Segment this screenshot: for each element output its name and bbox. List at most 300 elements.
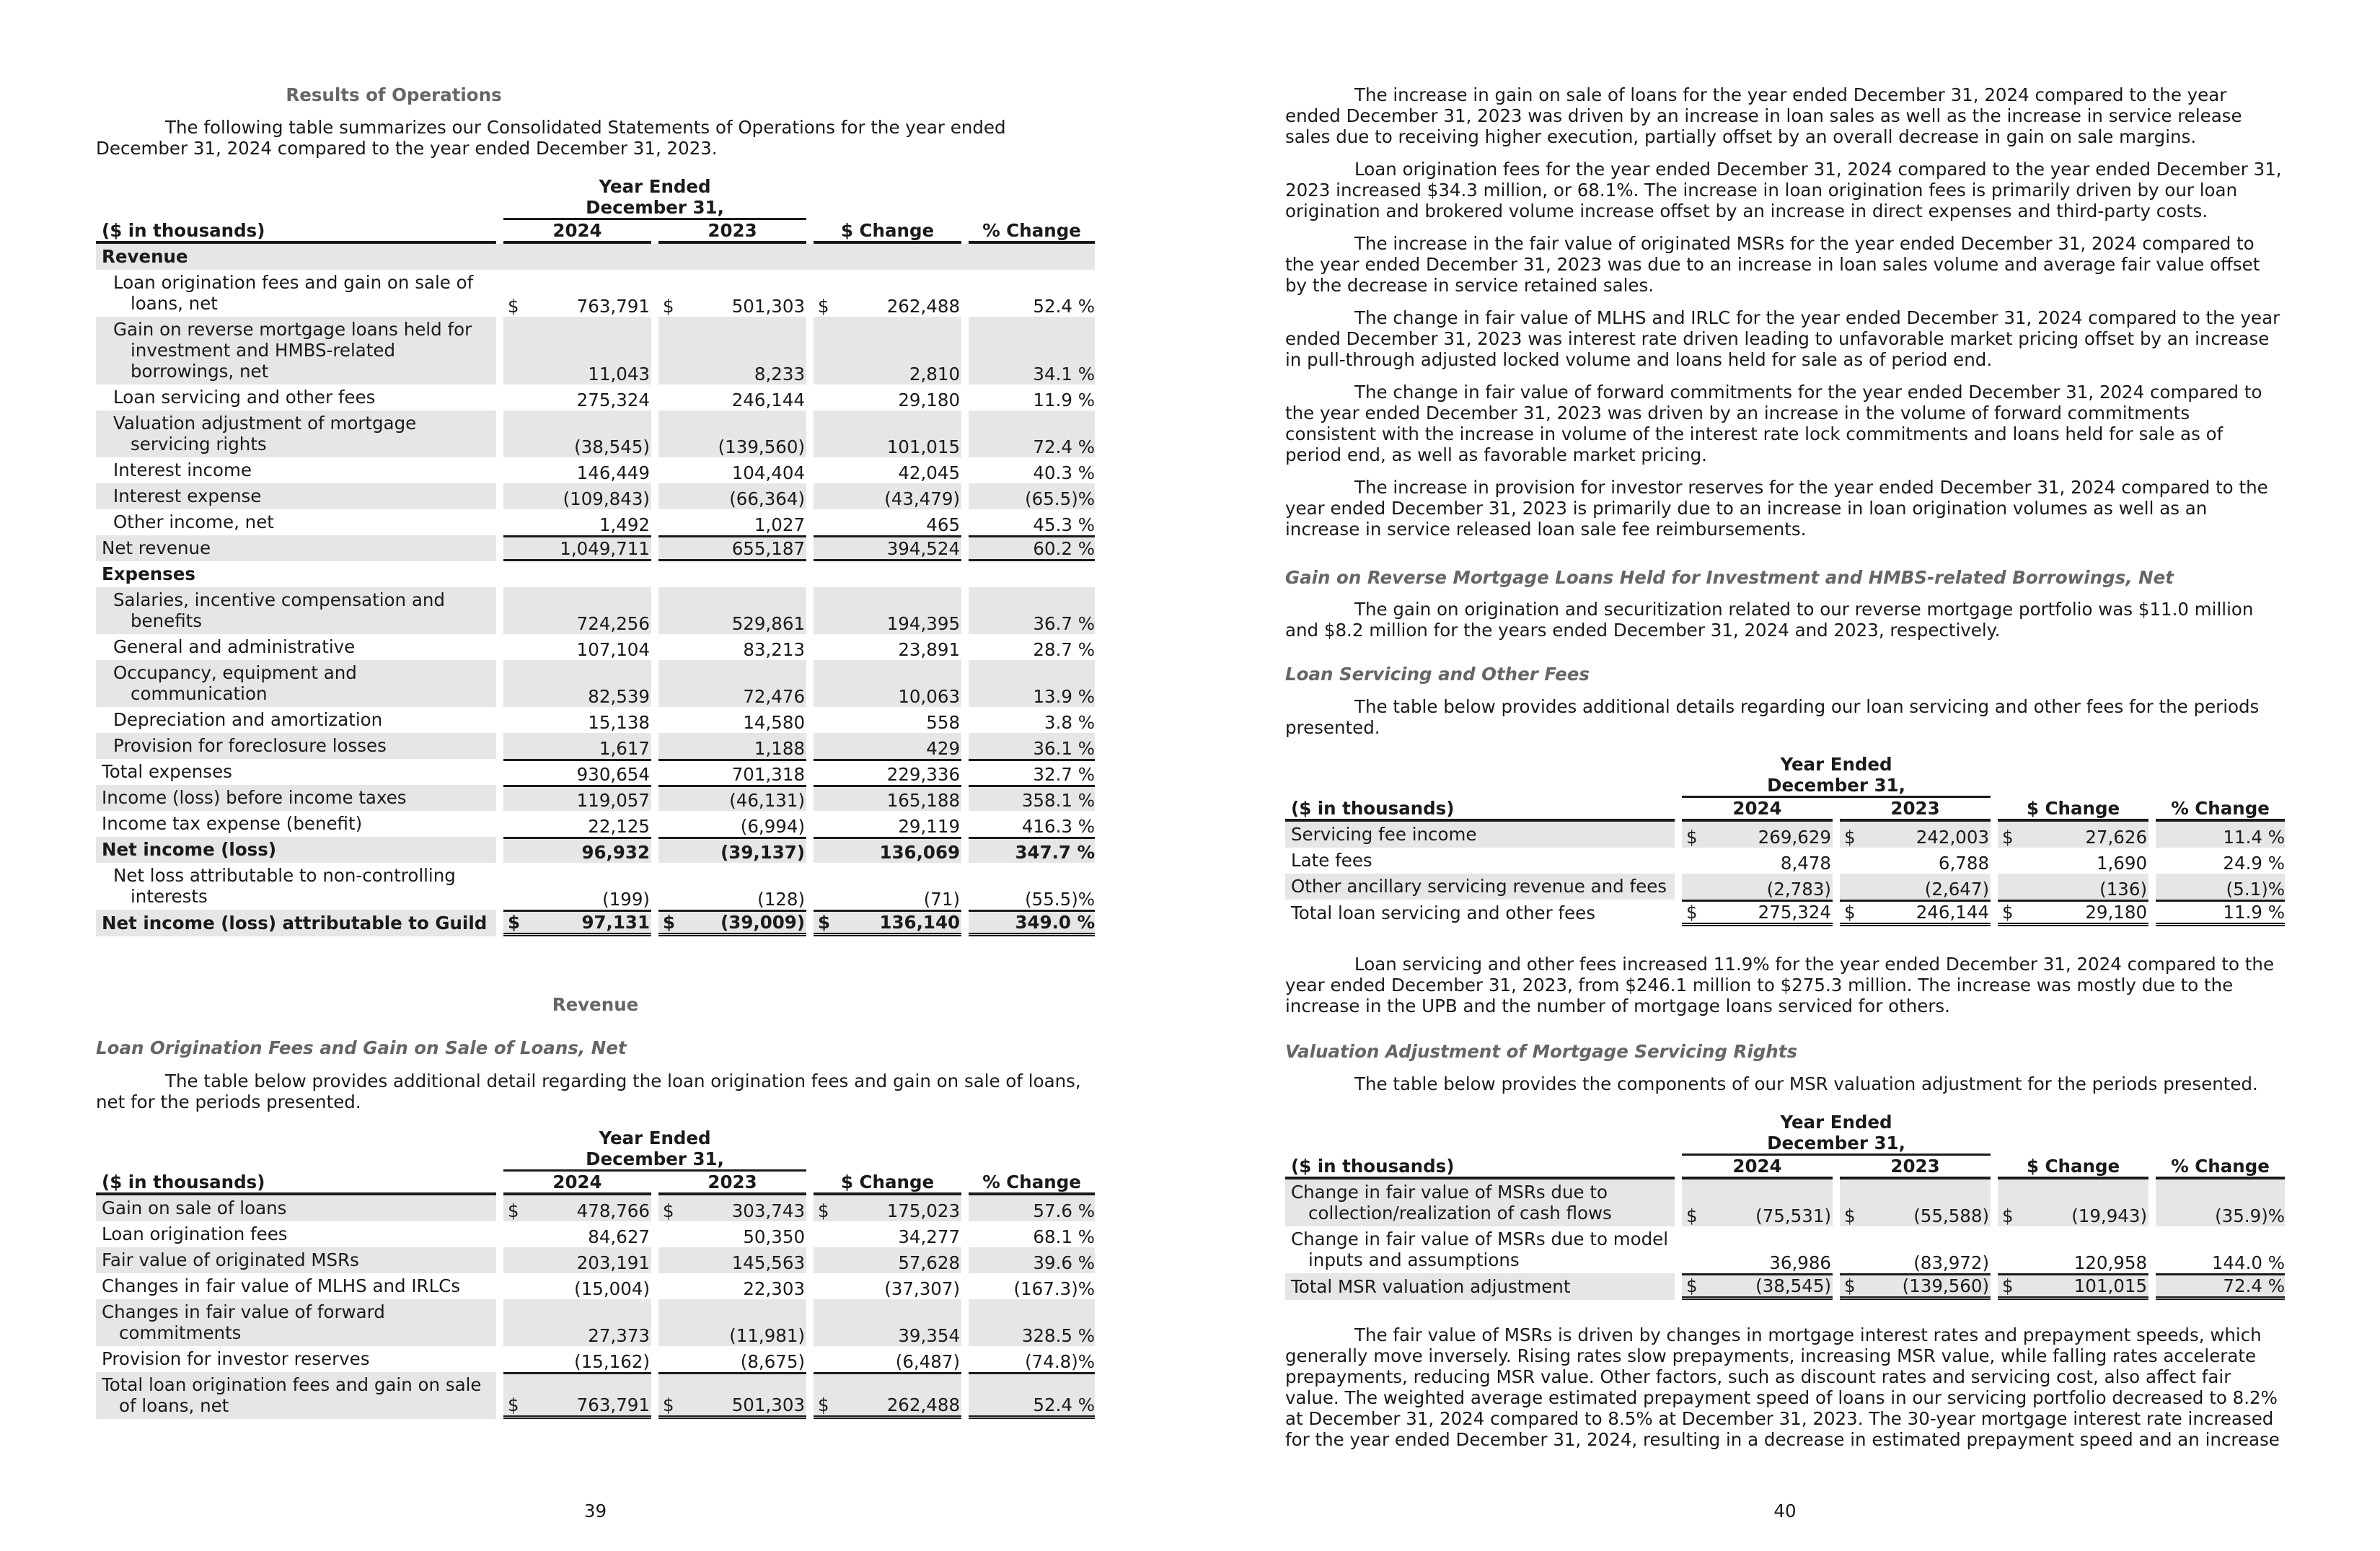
spacer [806,634,814,660]
currency-symbol [658,483,680,509]
currency-symbol: $ [1998,1273,2019,1300]
dollar-change: 27,626 [2019,822,2148,848]
row-label-line: inputs and assumptions [1308,1249,1520,1270]
currency-symbol [503,1273,525,1299]
spacer [1833,874,1840,900]
spacer [2148,775,2156,798]
row-label [1285,874,1675,900]
table-row [96,811,1095,837]
row-label [96,385,496,410]
currency-symbol [503,483,525,509]
currency-symbol [814,707,835,733]
value-2023: 246,144 [1861,900,1991,926]
value-2024: 15,138 [588,712,650,733]
spacer [651,1172,658,1195]
spacer [1833,798,1840,822]
spacer [961,483,969,509]
spacer [1675,1156,1682,1179]
value-2024: 478,766 [525,1195,651,1221]
currency-symbol [503,1247,525,1273]
group-header-row [1285,1112,2285,1133]
table-row [96,660,1095,707]
spacer [1833,1156,1840,1179]
spacer [496,1221,503,1247]
spacer [496,1195,503,1221]
year-ended-header: December 31, [503,197,806,220]
row-label-line: Change in fair value of MSRs due to model [1291,1229,1669,1249]
currency-symbol [503,317,525,385]
percent-change: 52.4 % [1033,296,1096,317]
spacer [496,1346,503,1372]
spacer [651,863,658,910]
value-2024: (38,545) [1704,1273,1833,1300]
spacer [806,1172,814,1195]
spacer [961,733,969,759]
row-label [96,759,496,785]
percent-change: 11.4 % [2156,822,2285,848]
row-label [1285,1226,1675,1273]
value-2024: 275,324 [576,390,650,410]
spacer [496,535,503,561]
value-2023: (83,972) [1913,1252,1990,1273]
currency-symbol: $ [1682,1179,1704,1226]
row-label [96,1195,496,1221]
dollar-change: 101,015 [2019,1273,2148,1300]
dollar-change: 1,690 [2096,853,2148,874]
value-2024: (199) [602,889,650,910]
currency-symbol [1998,848,2019,874]
currency-symbol [814,317,835,385]
percent-change: 3.8 % [1044,712,1096,733]
currency-symbol: $ [814,910,835,936]
currency-symbol [658,837,680,863]
percent-change: 358.1 % [969,785,1095,811]
currency-symbol [658,1299,680,1346]
value-2023: (55,588) [1861,1179,1991,1226]
currency-symbol [658,535,680,561]
value-2023: 145,563 [680,1247,806,1273]
currency-symbol [814,1221,835,1247]
percent-change: 57.6 % [969,1195,1095,1221]
value-2023: (39,009) [680,910,806,936]
spacer [2156,754,2285,775]
row-label [96,1221,496,1247]
row-label-line: Loan origination fees and gain on sale of [113,272,474,293]
spacer [1991,900,1998,926]
value-2024: (15,004) [574,1278,650,1299]
spacer [961,587,969,634]
spacer [496,385,503,410]
loan-origination-intro-paragraph: The table below provides additional detail regarding the loan origination fees and gain on sale of loans, net for the periods presented. [96,1071,1081,1112]
spacer [961,1299,969,1346]
spacer [1285,754,1675,775]
currency-symbol [503,785,525,811]
percent-change: 32.7 % [969,759,1095,785]
spacer [1833,1226,1840,1273]
currency-symbol [503,1346,525,1372]
spacer [651,385,658,410]
spacer [961,220,969,244]
percent-change: 45.3 % [1033,514,1096,535]
currency-symbol [814,634,835,660]
spacer [961,410,969,457]
currency-symbol [658,785,680,811]
row-label [96,707,496,733]
paragraph-forward-commitments: The change in fair value of forward commitments for the year ended December 31, 2024 compared to the year ended December 31, 2023 was driven by an increase in the volume of forward commitments consistent with the increase in volume of the interest rate lock commitments and loans held for sale as of period end, as well as favorable market pricing. [1285,382,2262,465]
row-label [96,1247,496,1273]
spacer [806,457,814,483]
spacer [1998,754,2019,775]
value-2023: 1,188 [680,733,806,759]
spacer [2019,1133,2148,1156]
currency-symbol [1998,874,2019,900]
spacer [1833,848,1840,874]
currency-symbol: $ [1998,900,2019,926]
currency-symbol: $ [1840,1273,1861,1300]
row-label-line: collection/realization of cash flows [1308,1203,1612,1223]
section-title-revenue: Revenue [552,994,639,1015]
spacer [496,1148,503,1172]
spacer [496,457,503,483]
percent-change: 28.7 % [1033,639,1096,660]
spacer [1675,874,1682,900]
currency-symbol: $ [1682,1273,1704,1300]
spacer [969,1128,1095,1148]
spacer [961,660,969,707]
spacer [814,1128,835,1148]
spacer [806,1372,814,1419]
dollar-change: (43,479) [835,483,961,509]
currency-symbol [658,1221,680,1247]
loan-servicing-table [1285,754,2285,926]
dollar-change: 558 [926,712,961,733]
row-label-line: Fair value of originated MSRs [102,1249,359,1270]
percent-change: 11.9 % [2156,900,2285,926]
dollar-change: 175,023 [835,1195,961,1221]
row-label [96,1372,496,1419]
spacer [1285,1133,1675,1156]
page-39 [96,0,1095,1551]
spacer [496,634,503,660]
table-row [1285,1226,2285,1273]
year-ended-header: December 31, [503,1148,806,1172]
column-header-row [1285,798,2285,822]
dollar-change: 429 [835,733,961,759]
currency-symbol: $ [818,296,829,317]
currency-symbol [503,1299,525,1346]
spacer [961,910,969,936]
value-2023: (139,560) [1861,1273,1991,1300]
row-label-line: Depreciation and amortization [113,709,383,730]
currency-symbol: $ [1998,1179,2019,1226]
spacer [496,1273,503,1299]
spacer [1675,1112,1682,1133]
spacer [806,1299,814,1346]
row-filler [496,244,1095,270]
spacer [806,811,814,837]
spacer [961,1221,969,1247]
value-2023: 501,303 [731,296,806,317]
spacer [496,509,503,535]
spacer [2019,754,2148,775]
spacer [1833,900,1840,926]
currency-symbol: $ [663,296,674,317]
value-2023: (128) [757,889,806,910]
percent-change: 34.1 % [969,317,1095,385]
group-header-row [1285,1133,2285,1156]
spacer [1285,775,1675,798]
value-2024: 1,617 [525,733,651,759]
spacer [651,707,658,733]
spacer [1675,1133,1682,1156]
spacer [806,1247,814,1273]
row-label [1285,822,1675,848]
percent-change: 72.4 % [2156,1273,2285,1300]
spacer [806,535,814,561]
spacer [806,410,814,457]
table-row [96,759,1095,785]
spacer [496,759,503,785]
spacer [806,1128,814,1148]
currency-symbol [503,535,525,561]
spacer [961,1148,969,1172]
spacer [1675,1273,1682,1300]
row-label [96,910,496,936]
dollar-change: (71) [923,889,961,910]
value-2023: 701,318 [680,759,806,785]
currency-symbol [658,317,680,385]
spacer [496,587,503,634]
currency-symbol [658,811,680,837]
dollar-change: (6,487) [895,1351,961,1372]
dollar-change: (19,943) [2019,1179,2148,1226]
row-label-line: Change in fair value of MSRs due to [1291,1182,1608,1203]
row-label-line: Net income (loss) [102,839,277,860]
currency-symbol [814,535,835,561]
spacer [806,483,814,509]
spacer [1991,848,1998,874]
spacer [1991,775,1998,798]
spacer [651,759,658,785]
spacer [806,733,814,759]
currency-symbol [503,410,525,457]
currency-symbol [1998,1226,2019,1273]
row-label: Revenue [96,244,496,270]
value-2023: 8,233 [680,317,806,385]
spacer [961,457,969,483]
spacer [651,1372,658,1419]
column-header-2024: 2024 [1682,1156,1833,1179]
dollar-change: 23,891 [898,639,961,660]
currency-symbol: $ [503,910,525,936]
currency-symbol [658,1273,680,1299]
row-label-line: Income (loss) before income taxes [102,787,407,808]
row-label [96,509,496,535]
row-label-line: Net income (loss) attributable to Guild [102,913,488,933]
group-header-row [1285,775,2285,798]
group-header-row [96,1148,1095,1172]
year-ended-header: Year Ended [1780,754,1892,775]
column-header-dollar-change: $ Change [814,1172,961,1195]
row-label-line: investment and HMBS-related [131,340,396,361]
spacer [496,910,503,936]
row-label-line: Loan origination fees [102,1223,288,1244]
spacer [806,1195,814,1221]
column-header-percent-change: % Change [969,1172,1095,1195]
spacer [961,1273,969,1299]
spacer [1285,1112,1675,1133]
spacer [2148,1226,2156,1273]
spacer [651,509,658,535]
value-2024: 11,043 [525,317,651,385]
percent-change: 39.6 % [969,1247,1095,1273]
subtitle-msr-valuation: Valuation Adjustment of Mortgage Servicing Rights [1285,1041,1798,1062]
dollar-change: (136) [2019,874,2148,900]
table-row [1285,874,2285,900]
page-number: 39 [583,1501,607,1521]
spacer [651,1195,658,1221]
loan-origination-table [96,1128,1095,1419]
row-label-line: Valuation adjustment of mortgage [113,413,417,434]
value-2024: 1,049,711 [525,535,651,561]
spacer [496,1128,503,1148]
table-row [96,837,1095,863]
value-2023: 6,788 [1938,853,1990,874]
spacer [806,1148,814,1172]
spacer [651,317,658,385]
spacer [835,197,961,220]
spacer [806,1346,814,1372]
spacer [961,535,969,561]
spacer [496,197,503,220]
dollar-change: 101,015 [835,410,961,457]
currency-symbol [658,587,680,634]
spacer [961,1346,969,1372]
value-2024: (38,545) [525,410,651,457]
spacer [961,1172,969,1195]
msr-fair-value-paragraph: The fair value of MSRs is driven by changes in mortgage interest rates and prepayment speeds, which generally move inversely. Rising rates slow prepayments, increasing MSR value, while falling rates accelerate prepayments, reducing MSR value. Other factors, such as discount rates and servicing cost, also affect fair value. The weighted average estimated prepayment speed of loans in our servicing portfolio decreased to 8.2% at December 31, 2024 compared to 8.5% at December 31, 2023. The 30-year mortgage interest rate increased for the year ended December 31, 2024, resulting in a decrease in estimated prepayment speed and an increase [1285,1324,2280,1450]
row-label [96,483,496,509]
row-label: Expenses [102,563,195,584]
row-label [96,634,496,660]
spacer [96,176,496,197]
spacer [961,634,969,660]
spacer [806,509,814,535]
row-label-line: Salaries, incentive compensation and [113,589,445,610]
spacer [1675,754,1682,775]
currency-symbol [1840,874,1861,900]
column-header-2023: 2023 [1840,1156,1991,1179]
spacer [1675,798,1682,822]
row-label-line: loans, net [131,293,218,314]
currency-symbol [1840,848,1861,874]
percent-change: (167.3)% [1013,1278,1096,1299]
percent-change: (35.9)% [2156,1179,2285,1226]
currency-symbol [814,509,835,535]
spacer [1998,775,2019,798]
spacer [2156,1133,2285,1156]
table-row [96,733,1095,759]
table-row [96,1299,1095,1346]
spacer [806,587,814,634]
spacer [961,1247,969,1273]
row-label [96,733,496,759]
subtitle-loan-origination-fees: Loan Origination Fees and Gain on Sale of Loans, Net [96,1037,627,1058]
row-label-line: Occupancy, equipment and [113,662,357,683]
row-label [1285,848,1675,874]
row-label-line: Total loan servicing and other fees [1291,902,1595,923]
row-label-line: Total loan origination fees and gain on sale [102,1374,482,1395]
spacer [961,509,969,535]
table-row [96,457,1095,483]
spacer [835,1148,961,1172]
spacer [961,317,969,385]
spacer [96,1148,496,1172]
row-label-line: Interest expense [113,485,262,506]
currency-symbol [814,1299,835,1346]
group-header-row [96,176,1095,197]
percent-change: 144.0 % [2211,1252,2286,1273]
spacer [961,1372,969,1419]
table-row [96,1247,1095,1273]
spacer [806,660,814,707]
spacer [496,410,503,457]
spacer [496,270,503,317]
spacer [2148,1156,2156,1179]
spacer [961,197,969,220]
spacer [1675,900,1682,926]
column-header-2024: 2024 [1682,798,1833,822]
column-header-2023: 2023 [658,220,806,244]
spacer [1833,1179,1840,1226]
percent-change: (65.5)% [969,483,1095,509]
percent-change: 36.7 % [969,587,1095,634]
row-label-line: Other income, net [113,511,274,532]
table-row [96,535,1095,561]
currency-symbol [503,385,525,410]
currency-symbol [658,634,680,660]
dollar-change: 10,063 [835,660,961,707]
table-row [1285,1179,2285,1226]
value-2024: 269,629 [1704,822,1833,848]
spacer [496,707,503,733]
spacer [1675,1179,1682,1226]
spacer [2019,1112,2148,1133]
currency-symbol [503,587,525,634]
spacer [1991,1226,1998,1273]
spacer [961,863,969,910]
dollar-change: 194,395 [835,587,961,634]
currency-symbol [658,457,680,483]
currency-symbol [503,707,525,733]
spacer [1991,754,1998,775]
table-row [96,863,1095,910]
value-2024: 97,131 [525,910,651,936]
value-2024: (109,843) [525,483,651,509]
row-label [96,1273,496,1299]
spacer [961,176,969,197]
row-label-line: servicing rights [131,434,267,454]
currency-symbol [814,660,835,707]
spacer [1833,822,1840,848]
dollar-change: 165,188 [835,785,961,811]
paragraph-originated-msrs: The increase in the fair value of originated MSRs for the year ended December 31, 2024 compared to the year ended December 31, 2023 was due to an increase in loan sales volume and average fair value offset by the decrease in service retained sales. [1285,233,2260,296]
currency-symbol [658,410,680,457]
row-label-line: Changes in fair value of forward [102,1301,385,1322]
row-label [96,1299,496,1346]
table-row [1285,1273,2285,1300]
table-row [96,1221,1095,1247]
